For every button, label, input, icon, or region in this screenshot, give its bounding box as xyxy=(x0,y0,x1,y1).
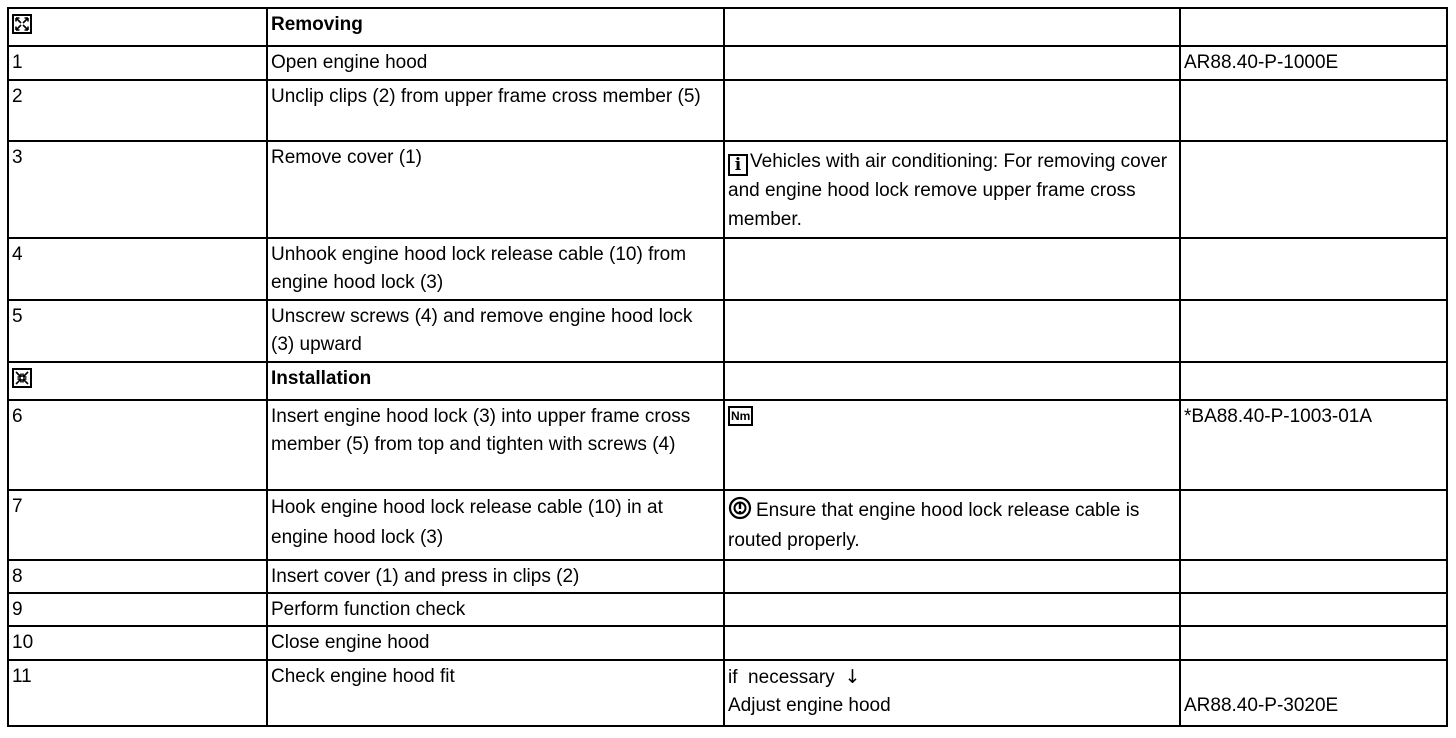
step-note xyxy=(724,560,1180,593)
step-note xyxy=(724,300,1180,362)
step-number: 1 xyxy=(8,46,267,80)
step-action: Remove cover (1) xyxy=(267,141,724,238)
down-arrow-icon: ↓ xyxy=(844,666,861,688)
step-number: 10 xyxy=(8,626,267,660)
torque-nm-icon[interactable]: Nm xyxy=(728,406,753,426)
step-action: Perform function check xyxy=(267,593,724,626)
step-number: 4 xyxy=(8,238,267,300)
step-reference[interactable] xyxy=(1180,660,1447,726)
step-reference xyxy=(1180,626,1447,660)
section-title: Installation xyxy=(267,362,724,400)
step-action: Unclip clips (2) from upper frame cross member (5) xyxy=(267,80,724,141)
table-row xyxy=(8,46,1447,80)
table-row xyxy=(8,238,1447,300)
step-reference xyxy=(1180,560,1447,593)
step-note xyxy=(724,141,1180,238)
step-reference[interactable]: AR88.40-P-1000E xyxy=(1180,46,1447,80)
step-note xyxy=(724,80,1180,141)
step-reference xyxy=(1180,141,1447,238)
step-note xyxy=(724,46,1180,80)
note-condition: if necessary xyxy=(728,667,835,688)
step-action: Insert cover (1) and press in clips (2) xyxy=(267,560,724,593)
section-header-removing xyxy=(8,8,1447,46)
step-note xyxy=(724,660,1180,726)
step-action: Unhook engine hood lock release cable (10) from engine hood lock (3) xyxy=(267,238,724,300)
removal-arrows-icon xyxy=(12,14,32,34)
note-text: Vehicles with air conditioning: For removing cover and engine hood lock remove upper frame cross member. xyxy=(728,151,1168,230)
step-action: Hook engine hood lock release cable (10) in at engine hood lock (3) xyxy=(267,490,724,560)
step-reference xyxy=(1180,490,1447,560)
table-row xyxy=(8,593,1447,626)
table-row xyxy=(8,400,1447,490)
installation-arrows-icon xyxy=(12,368,32,388)
table-row xyxy=(8,490,1447,560)
step-number: 6 xyxy=(8,400,267,490)
step-action: Insert engine hood lock (3) into upper frame cross member (5) from top and tighten with screws (4) xyxy=(267,400,724,490)
procedure-table xyxy=(7,7,1448,727)
step-action: Check engine hood fit xyxy=(267,660,724,726)
section-title: Removing xyxy=(267,8,724,46)
step-action: Close engine hood xyxy=(267,626,724,660)
info-icon: i xyxy=(728,154,748,176)
step-number: 11 xyxy=(8,660,267,726)
section-icon-cell xyxy=(8,362,267,400)
table-row xyxy=(8,626,1447,660)
step-note xyxy=(724,238,1180,300)
table-row xyxy=(8,660,1447,726)
note-line xyxy=(728,663,1176,692)
step-reference xyxy=(1180,80,1447,141)
section-icon-cell xyxy=(8,8,267,46)
section-header-installation xyxy=(8,362,1447,400)
caution-icon xyxy=(728,496,752,520)
note-line: Adjust engine hood xyxy=(728,695,891,716)
step-number: 2 xyxy=(8,80,267,141)
step-number: 8 xyxy=(8,560,267,593)
reference-link[interactable]: AR88.40-P-3020E xyxy=(1184,695,1339,716)
step-note xyxy=(724,626,1180,660)
step-number: 5 xyxy=(8,300,267,362)
table-row xyxy=(8,560,1447,593)
step-note xyxy=(724,400,1180,490)
step-note xyxy=(724,593,1180,626)
step-number: 9 xyxy=(8,593,267,626)
step-reference xyxy=(1180,300,1447,362)
table-row xyxy=(8,80,1447,141)
step-number: 7 xyxy=(8,490,267,560)
step-reference[interactable]: *BA88.40-P-1003-01A xyxy=(1180,400,1447,490)
step-note xyxy=(724,490,1180,560)
step-reference xyxy=(1180,238,1447,300)
step-number: 3 xyxy=(8,141,267,238)
step-action: Open engine hood xyxy=(267,46,724,80)
step-action: Unscrew screws (4) and remove engine hood lock (3) upward xyxy=(267,300,724,362)
table-row xyxy=(8,141,1447,238)
step-reference xyxy=(1180,593,1447,626)
table-row xyxy=(8,300,1447,362)
note-text: Ensure that engine hood lock release cable is routed properly. xyxy=(728,500,1140,551)
